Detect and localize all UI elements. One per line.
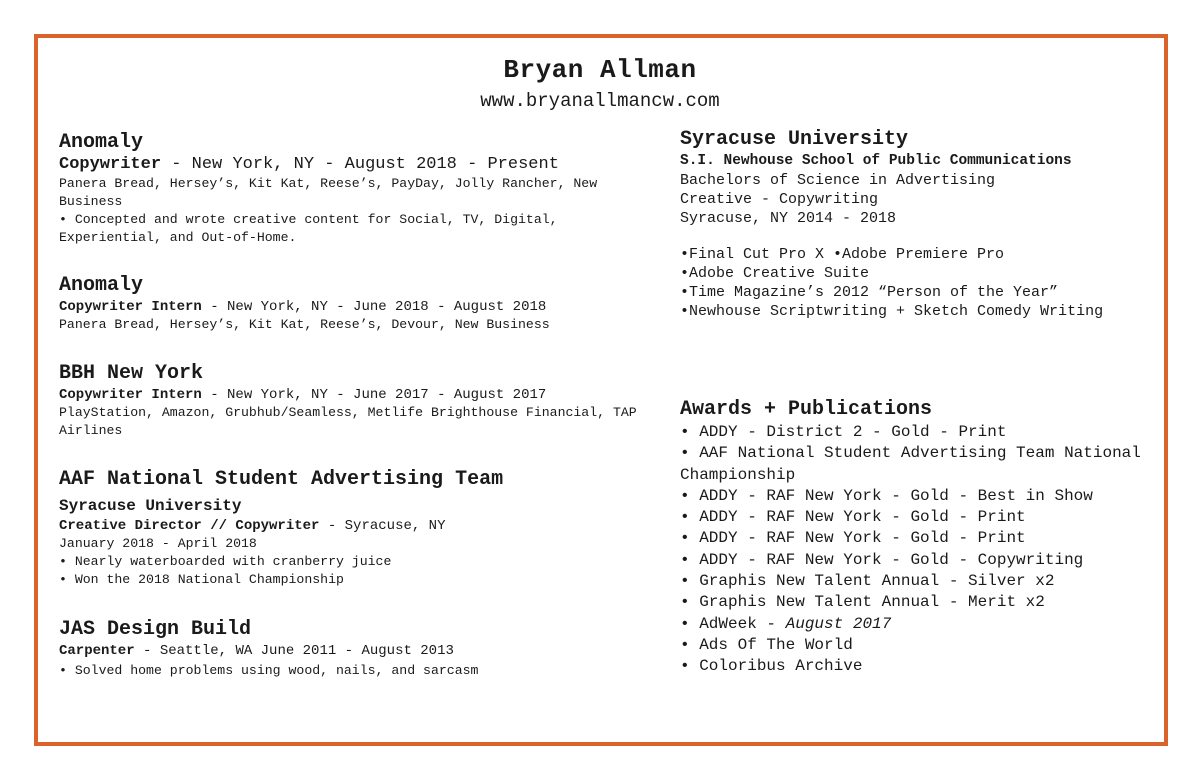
award-item: • Graphis New Talent Annual - Silver x2 [680, 572, 1055, 591]
award-item: • Graphis New Talent Annual - Merit x2 [680, 593, 1045, 612]
company-name: AAF National Student Advertising Team [59, 468, 504, 491]
award-item: • ADDY - RAF New York - Gold - Best in Show [680, 486, 1093, 505]
skill-item: •Adobe Creative Suite [680, 265, 870, 282]
client-list: Panera Bread, Hersey’s, Kit Kat, Reese’s, Devour, New Business [59, 317, 550, 332]
role-title: Copywriter Intern [59, 299, 202, 315]
experience-entry [59, 618, 649, 680]
experience-entry [59, 362, 649, 440]
experience-entry [59, 274, 649, 334]
resume-header [0, 54, 1200, 114]
award-item: • ADDY - District 2 - Gold - Print [680, 423, 1007, 441]
skill-item: •Newhouse Scriptwriting + Sketch Comedy Writing [680, 303, 1104, 320]
award-item-adweek [680, 614, 1150, 635]
skill-item: •Time Magazine’s 2012 “Person of the Year” [680, 284, 1059, 301]
award-item: • ADDY - RAF New York - Gold - Print [680, 508, 1026, 527]
role-details: - New York, NY - June 2018 - August 2018 [201, 299, 547, 315]
skills-list [680, 245, 1150, 321]
degree-focus: Creative - Copywriting [680, 191, 879, 208]
college-name: S.I. Newhouse School of Public Communications [680, 153, 1072, 169]
role-title: Copywriter Intern [59, 387, 202, 403]
award-item: • ADDY - RAF New York - Gold - Copywriting [680, 550, 1084, 569]
adweek-label: • AdWeek - [680, 614, 786, 633]
company-name: JAS Design Build [59, 618, 252, 641]
role-line [59, 386, 649, 404]
company-name: Anomaly [59, 274, 144, 297]
adweek-date: August 2017 [785, 614, 892, 633]
degree: Bachelors of Science in Advertising [680, 172, 996, 189]
education-location-dates: Syracuse, NY 2014 - 2018 [680, 210, 897, 227]
award-item: • ADDY - RAF New York - Gold - Print [680, 529, 1026, 548]
role-title: Carpenter [59, 643, 135, 659]
awards-list [680, 422, 1150, 678]
role-line [59, 517, 649, 535]
organization-name: Syracuse University [59, 497, 242, 515]
company-name: Anomaly [59, 131, 144, 154]
awards-section [680, 398, 1150, 678]
website-link[interactable]: www.bryanallmancw.com [480, 90, 720, 112]
skill-item: •Final Cut Pro X •Adobe Premiere Pro [680, 246, 1005, 263]
client-list: PlayStation, Amazon, Grubhub/Seamless, Metlife Brighthouse Financial, TAP Airlines [59, 405, 637, 438]
award-item: • Ads Of The World [680, 635, 853, 654]
school-name: Syracuse University [680, 128, 909, 151]
company-name: BBH New York [59, 362, 204, 385]
bullet-item: • Concepted and wrote creative content for Social, TV, Digital, Experiential, and Out-of-Home. [59, 212, 558, 245]
candidate-name: Bryan Allman [503, 55, 697, 85]
role-line [59, 298, 649, 316]
role-details: - New York, NY - June 2017 - August 2017 [201, 387, 547, 403]
bullet-item: • Won the 2018 National Championship [59, 572, 344, 587]
role-title: Copywriter [59, 155, 162, 174]
role-dates: January 2018 - April 2018 [59, 536, 257, 551]
role-details: - Syracuse, NY [319, 518, 446, 534]
role-line [59, 155, 649, 175]
bullet-item: • Solved home problems using wood, nails, and sarcasm [59, 663, 479, 678]
role-details: - Seattle, WA June 2011 - August 2013 [134, 643, 454, 659]
role-details: - New York, NY - August 2018 - Present [161, 155, 559, 174]
awards-title: Awards + Publications [680, 398, 933, 421]
education-section [680, 128, 1150, 228]
award-item: • AAF National Student Advertising Team National Championship [680, 444, 1141, 484]
client-list: Panera Bread, Hersey’s, Kit Kat, Reese’s, PayDay, Jolly Rancher, New Business [59, 176, 598, 209]
role-title: Creative Director // Copywriter [59, 518, 320, 534]
experience-entry [59, 131, 649, 247]
award-item: • Coloribus Archive [680, 657, 863, 676]
experience-entry [59, 468, 649, 589]
bullet-item: • Nearly waterboarded with cranberry juice [59, 554, 392, 569]
role-line [59, 642, 649, 660]
